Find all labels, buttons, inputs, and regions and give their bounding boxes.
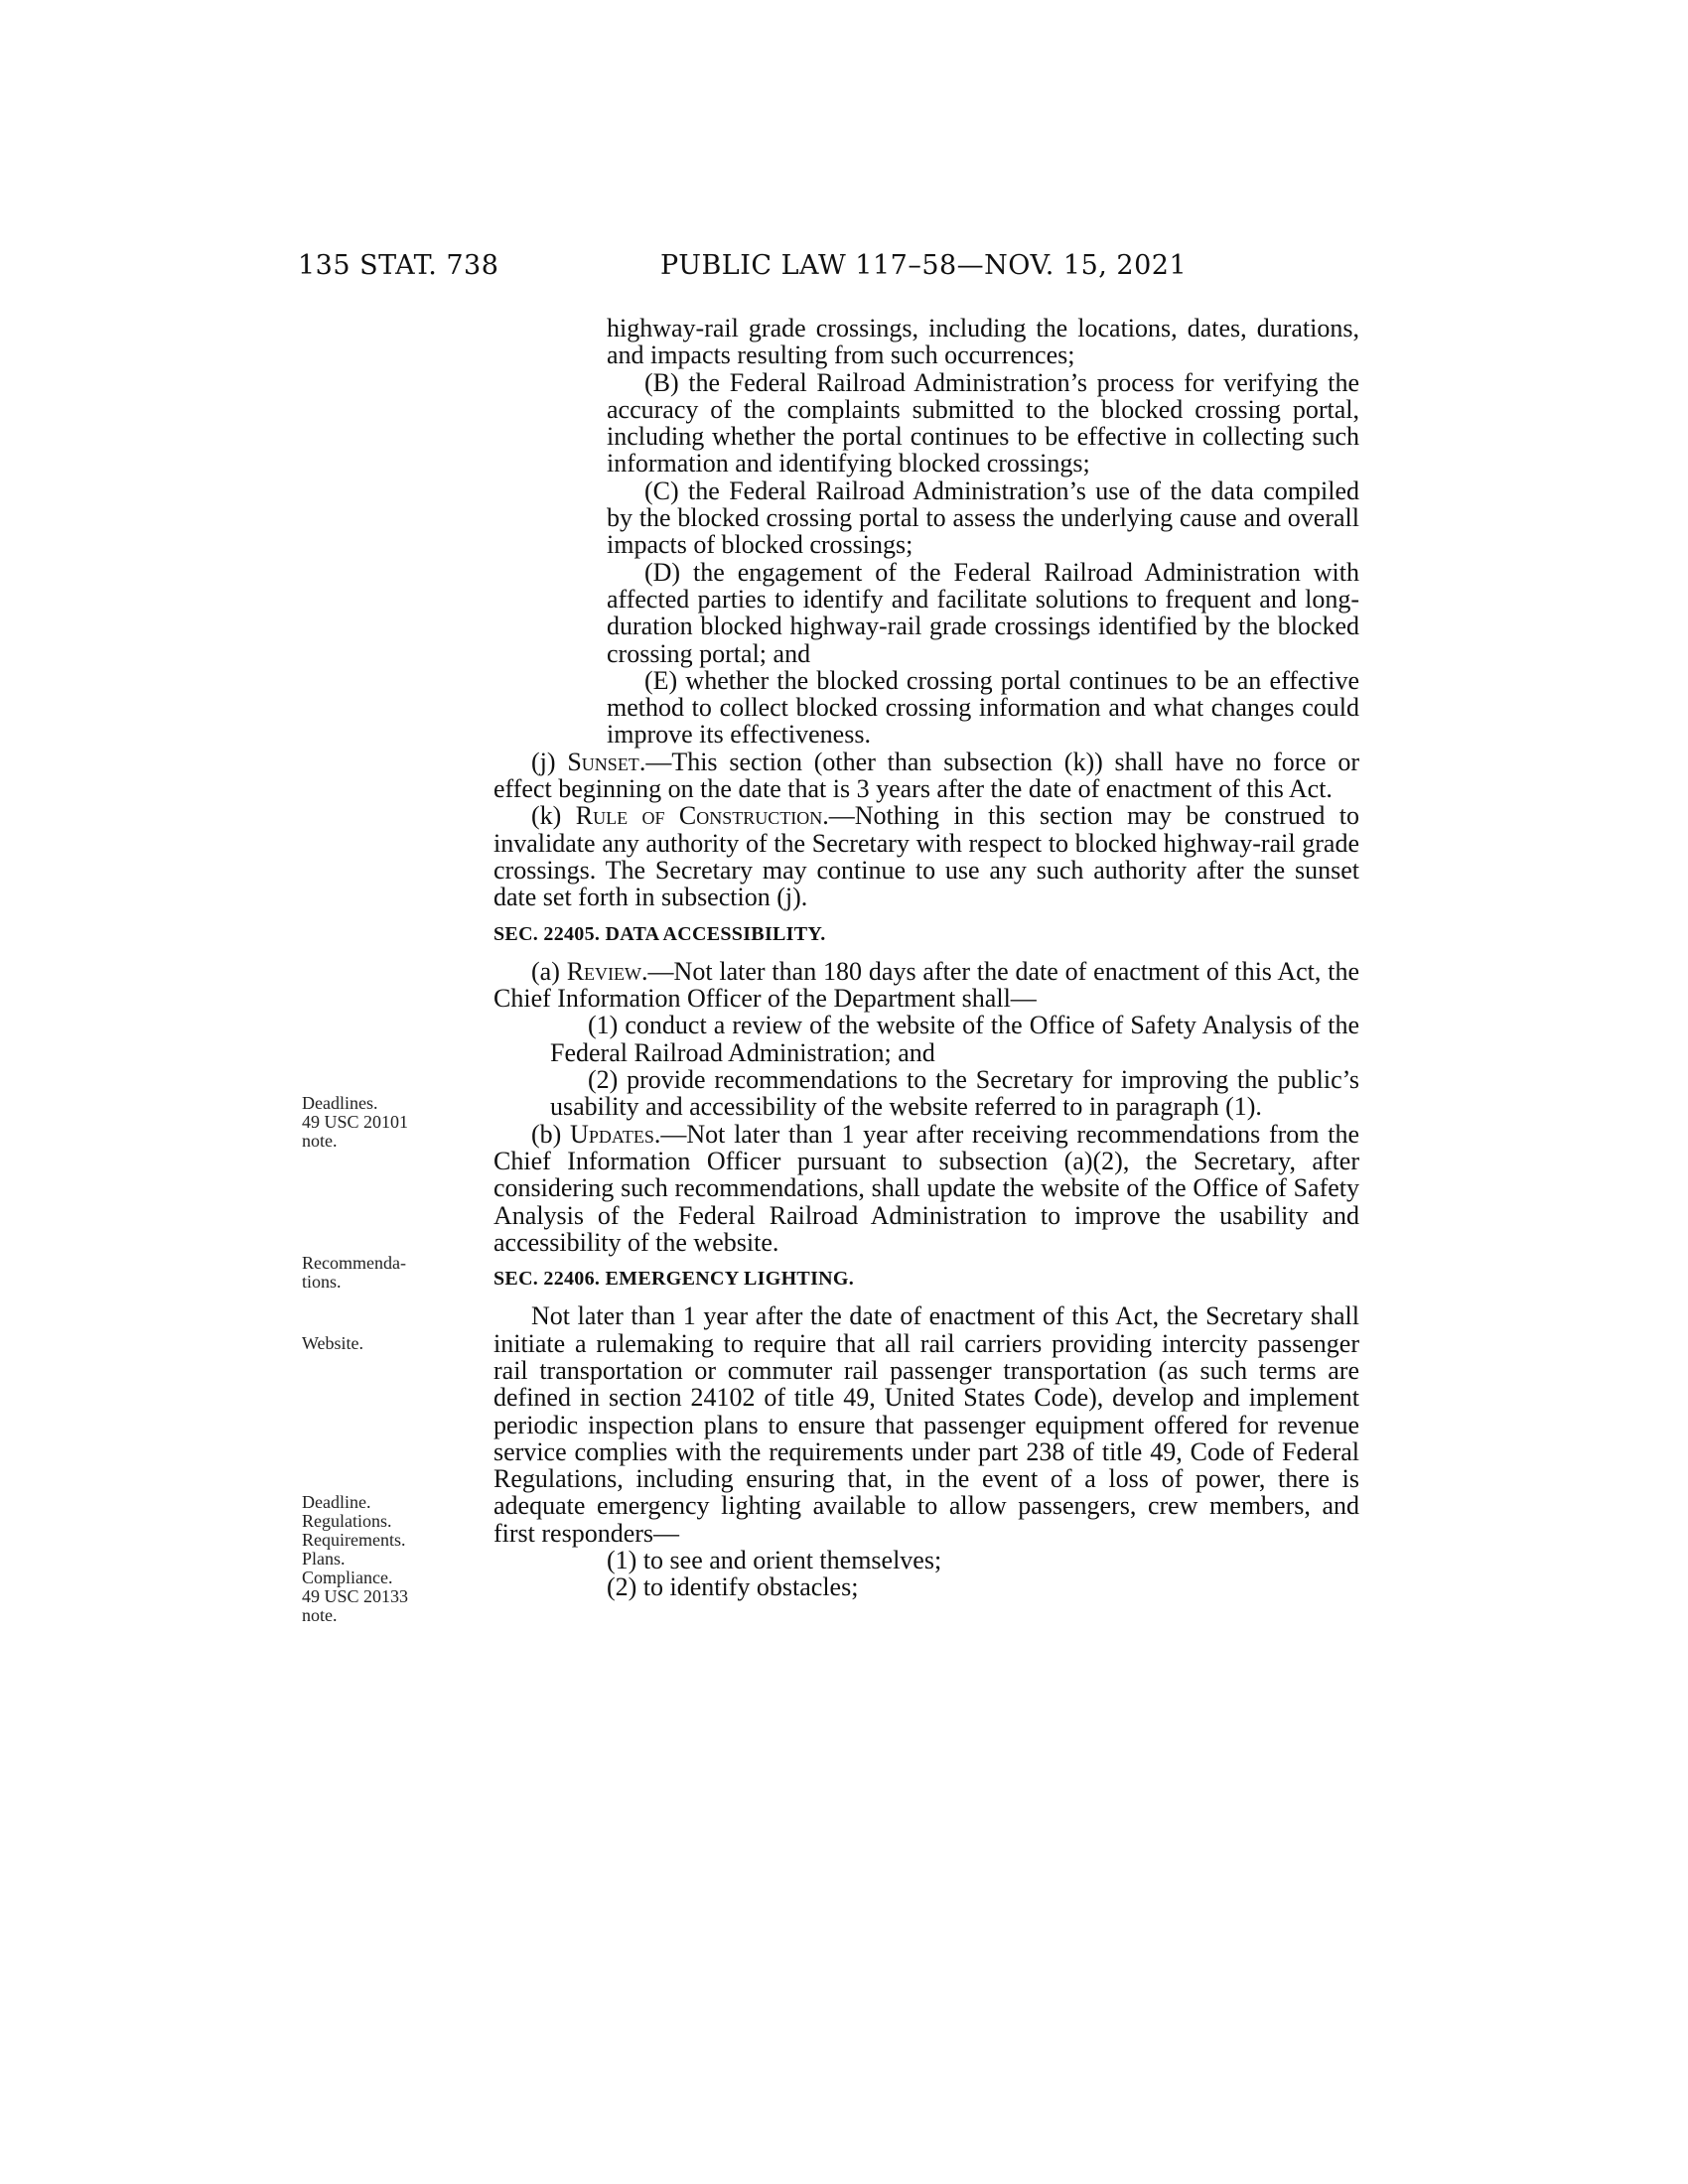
subsection-a: (a) Review.—Not later than 180 days after the date of enactment of this Act, the Chief Information Officer of the Department shall— [493,956,1359,1014]
clause-c: (C) the Federal Railroad Administration’s use of the data compiled by the blocked crossing portal to assess the underlying cause and overall impacts of blocked crossings; [607,476,1359,560]
paragraph-2: (2) provide recommendations to the Secretary for improving the public’s usability and accessibility of the website referred to in paragraph (1). [550,1065,1359,1122]
page-header [298,250,1368,290]
clause-d: (D) the engagement of the Federal Railroad Administration with affected parties to identify and facilitate solutions to frequent and long-duration blocked highway-rail grade crossings identified by the blocked crossing portal; and [607,557,1359,668]
clause-b: (B) the Federal Railroad Administration’s process for verifying the accuracy of the complaints submitted to the blocked crossing portal, including whether the portal continues to be effective in collecting such information and identifying blocked crossings; [607,367,1359,478]
margin-note-deadlines: Deadlines. 49 USC 20101 note. [302,1093,409,1151]
subsection-j: (j) Sunset.—This section (other than subsection (k)) shall have no force or effect beginning on the date that is 3 years after the date of enactment of this Act. [493,747,1359,804]
running-head: PUBLIC LAW 117–58—NOV. 15, 2021 [660,250,1188,281]
subsection-heading: Sunset [567,747,639,776]
section-heading-22406: SEC. 22406. EMERGENCY LIGHTING. [493,1268,855,1291]
margin-note-recommendations: Recommenda- tions. [302,1253,406,1292]
item-2: (2) to identify obstacles; [607,1572,859,1602]
section-heading-22405: SEC. 22405. DATA ACCESSIBILITY. [493,922,826,945]
statute-page-number: 135 STAT. 738 [298,250,499,281]
subsection-heading: Updates [570,1119,654,1149]
margin-note-deadline-regulations: Deadline. Regulations. Requirements. Plans. Compliance. 49 USC 20133 note. [302,1492,409,1625]
item-1: (1) to see and orient themselves; [607,1546,942,1575]
subsection-heading: Rule of Construction [575,801,823,831]
section-text: Not later than 1 year after the date of enactment of this Act, the Secretary shall initiate a rulemaking to require that all rail carriers providing intercity passenger rail transportation or commuter rail passenger transportation (as such terms are defined in section 24102 of title 49, United States Code), develop and implement periodic inspection plans to ensure that passenger equipment offered for revenue service complies with the requirements under part 238 of title 49, Code of Federal Regulations, including ensuring that, in the event of a loss of power, there is adequate emergency lighting available to allow passengers, crew members, and first responders— [493,1301,1359,1548]
paragraph-1: (1) conduct a review of the website of the Office of Safety Analysis of the Federal Railroad Administration; and [550,1011,1359,1067]
margin-note-website: Website. [302,1333,364,1353]
statute-body [493,315,1359,1601]
subsection-b: (b) Updates.—Not later than 1 year after receiving recommendations from the Chief Information Officer pursuant to subsection (a)(2), the Secretary, after considering such recommendations, shall update the website of the Office of Safety Analysis of the Federal Railroad Administration to improve the usability and accessibility of the website. [493,1119,1359,1257]
subsection-k: (k) Rule of Construction.—Nothing in this section may be construed to invalidate any authority of the Secretary with respect to blocked highway-rail grade crossings. The Secretary may continue to use any such authority after the sunset date set forth in subsection (j). [493,801,1359,912]
clause-e: (E) whether the blocked crossing portal continues to be an effective method to collect blocked crossing information and what changes could improve its effectiveness. [607,665,1359,750]
subsection-heading: Review [566,956,642,986]
paragraph-continuation: highway-rail grade crossings, including the locations, dates, durations, and impacts resulting from such occurrences; [607,314,1359,370]
